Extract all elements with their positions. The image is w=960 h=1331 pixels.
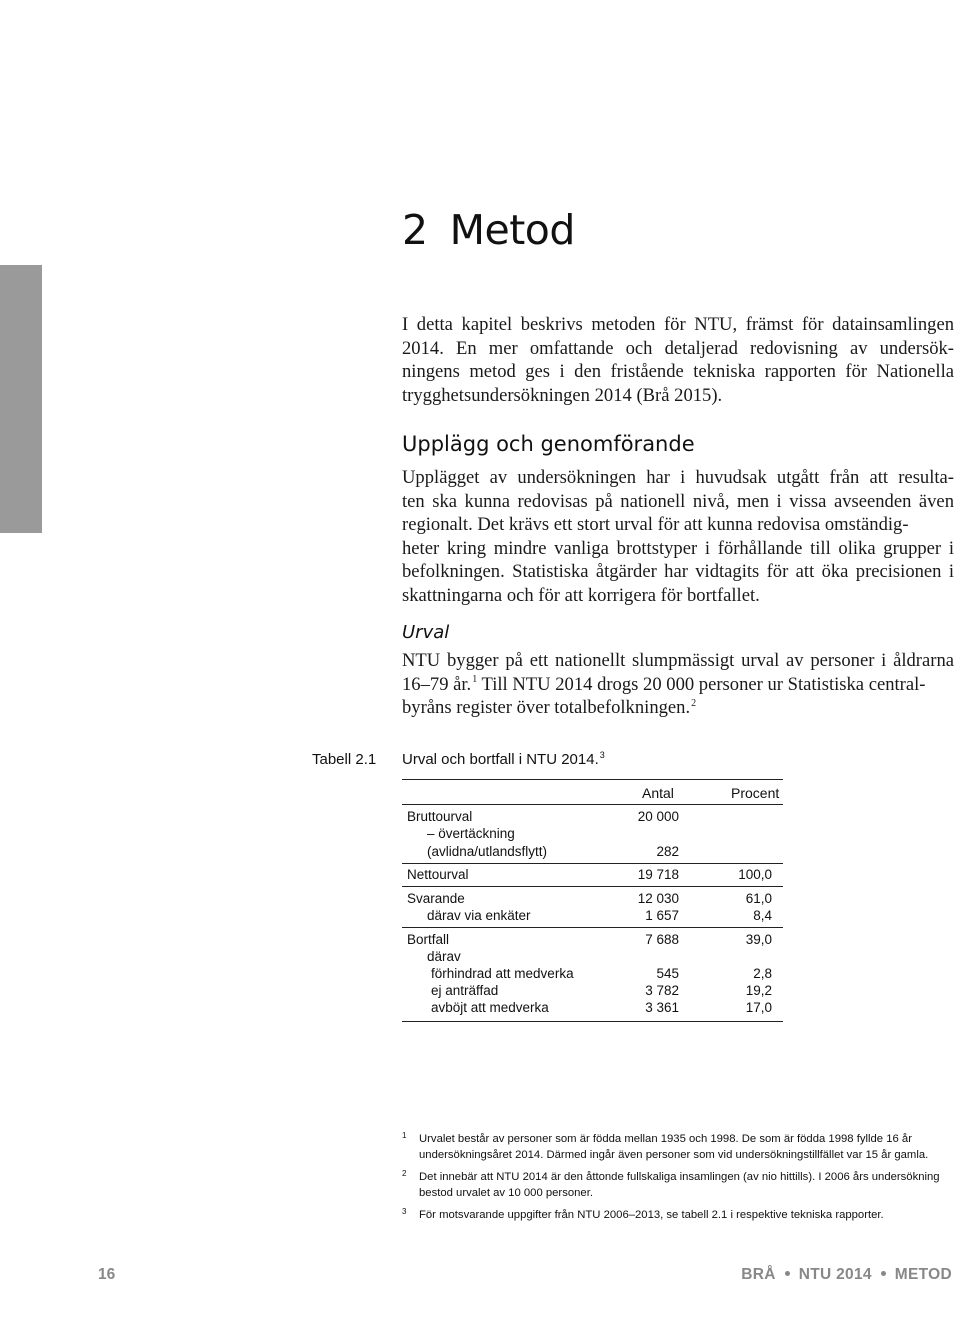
urval-text: byråns register över totalbefolkningen.: [402, 697, 691, 718]
table-cell-antal: 20 000: [637, 809, 679, 824]
table-row-rule: [402, 927, 783, 928]
footnote-line: Det innebär att NTU 2014 är den åttonde fullskaliga insamlingen (av nio hittills). I 2006 års undersökning: [419, 1171, 940, 1183]
table-row-label: – övertäckning: [427, 826, 515, 841]
intro-line: I detta kapitel beskrivs metoden för NTU, främst för datainsamlingen: [402, 314, 954, 335]
chapter-title-text: Metod: [449, 206, 575, 254]
bullet-separator: [881, 1271, 886, 1276]
sidebar-band: [0, 265, 42, 533]
section-paragraph: [402, 466, 954, 607]
footnote-number: 1: [402, 1131, 407, 1140]
table-cell-procent: 19,2: [745, 983, 772, 998]
urval-line: NTU bygger på ett nationellt slumpmässigt urval av personer i åldrarna: [402, 650, 954, 671]
table-caption: [402, 751, 605, 768]
table-cell-procent: 100,0: [738, 867, 772, 882]
table-cell-antal: 3 361: [645, 1000, 679, 1015]
section-line: heter kring mindre vanliga brottstyper i förhållande till olika grupper i: [402, 537, 954, 559]
table-cell-antal: 3 782: [645, 983, 679, 998]
table-row-label: Svarande: [407, 891, 465, 906]
section-heading: Upplägg och genomförande: [402, 432, 695, 456]
table-cell-antal: 12 030: [637, 891, 679, 906]
footer-item: METOD: [894, 1266, 952, 1283]
intro-line: trygghetsundersökningen 2014 (Brå 2015).: [402, 384, 723, 406]
urval-line: [402, 696, 954, 720]
column-header-antal: Antal: [642, 785, 674, 801]
urval-line: [402, 673, 954, 697]
urval-paragraph: [402, 649, 954, 720]
running-footer: [741, 1266, 952, 1284]
section-line: befolkningen. Statistiska åtgärder har vidtagits för att öka precisionen i: [402, 561, 954, 582]
section-line: regionalt. Det krävs ett stort urval för att kunna redovisa omständig-: [402, 514, 909, 535]
table-cell-procent: 61,0: [745, 891, 772, 906]
footnote: [402, 1131, 954, 1163]
table-caption-text: Urval och bortfall i NTU 2014.: [402, 751, 599, 768]
section-line: skattningarna och för att korrigera för bortfallet.: [402, 584, 760, 606]
table-header-rule: [402, 804, 783, 805]
table-cell-antal: 282: [656, 844, 679, 859]
bullet-separator: [785, 1271, 790, 1276]
intro-paragraph: [402, 313, 954, 407]
table-row-label: ej anträffad: [431, 983, 499, 998]
footnote-ref[interactable]: 3: [599, 750, 605, 760]
footnote-line: Urvalet består av personer som är födda mellan 1935 och 1998. De som är födda 1998 fyllde 16 år: [419, 1133, 912, 1145]
page-number: 16: [98, 1266, 116, 1283]
footnote: [402, 1207, 954, 1223]
table-row-rule: [402, 886, 783, 887]
footer-item: BRÅ: [741, 1266, 776, 1283]
footnote-number: 3: [402, 1207, 407, 1216]
table-cell-procent: 17,0: [745, 1000, 772, 1015]
table-cell-antal: 1 657: [645, 908, 679, 923]
table-row-label: Bortfall: [407, 932, 450, 947]
table-cell-procent: 39,0: [745, 932, 772, 947]
subsection-heading: Urval: [402, 622, 450, 643]
table-cell-procent: 2,8: [753, 966, 772, 981]
footer-item: NTU 2014: [798, 1266, 872, 1283]
intro-line: 2014. En mer omfattande och detaljerad redovisning av undersök-: [402, 337, 954, 359]
chapter-title: [402, 206, 575, 254]
table-row-label: avböjt att medverka: [431, 1000, 549, 1015]
intro-line: ningens metod ges i den fristående tekniska rapporten för Nationella: [402, 361, 954, 382]
urval-text: 16–79 år.: [402, 673, 472, 695]
table-row-label: (avlidna/utlandsflytt): [427, 844, 548, 859]
table-cell-antal: 545: [656, 966, 679, 981]
section-line: Upplägget av undersökningen har i huvudsak utgått från att resulta-: [402, 467, 954, 488]
footnote-ref[interactable]: 2: [691, 697, 697, 709]
footnotes: [402, 1131, 954, 1229]
footnote-ref[interactable]: 1: [472, 674, 478, 686]
footnote-line: bestod urvalet av 10 000 personer.: [419, 1187, 593, 1199]
table-row-label: Nettourval: [407, 867, 469, 882]
column-header-procent: Procent: [731, 785, 780, 801]
footnote: [402, 1169, 954, 1201]
table-top-rule: [402, 779, 783, 780]
table-row-label: Bruttourval: [407, 809, 473, 824]
table-row-rule: [402, 863, 783, 864]
section-line: ten ska kunna redovisas på nationell nivå, men i vissa avseenden även: [402, 490, 954, 512]
footnote-line: undersökningsåret 2014. Därmed ingår även personer som vid undersökningstillfället var 15 år gamla.: [419, 1149, 929, 1161]
urval-text: Till NTU 2014 drogs 20 000 personer ur Statistiska central-: [477, 673, 926, 695]
footnote-number: 2: [402, 1169, 407, 1178]
table-row-label: därav: [427, 949, 461, 964]
footnote-line: För motsvarande uppgifter från NTU 2006–2013, se tabell 2.1 i respektive tekniska rapporter.: [419, 1209, 884, 1221]
table-bottom-rule: [402, 1021, 783, 1022]
table-row-label: därav via enkäter: [427, 908, 531, 923]
table-cell-antal: 19 718: [637, 867, 679, 882]
table-label: Tabell 2.1: [312, 751, 377, 768]
table-cell-procent: 8,4: [753, 908, 772, 923]
table-row-label: förhindrad att medverka: [431, 966, 574, 981]
table-cell-antal: 7 688: [645, 932, 679, 947]
chapter-number: 2: [402, 206, 428, 254]
